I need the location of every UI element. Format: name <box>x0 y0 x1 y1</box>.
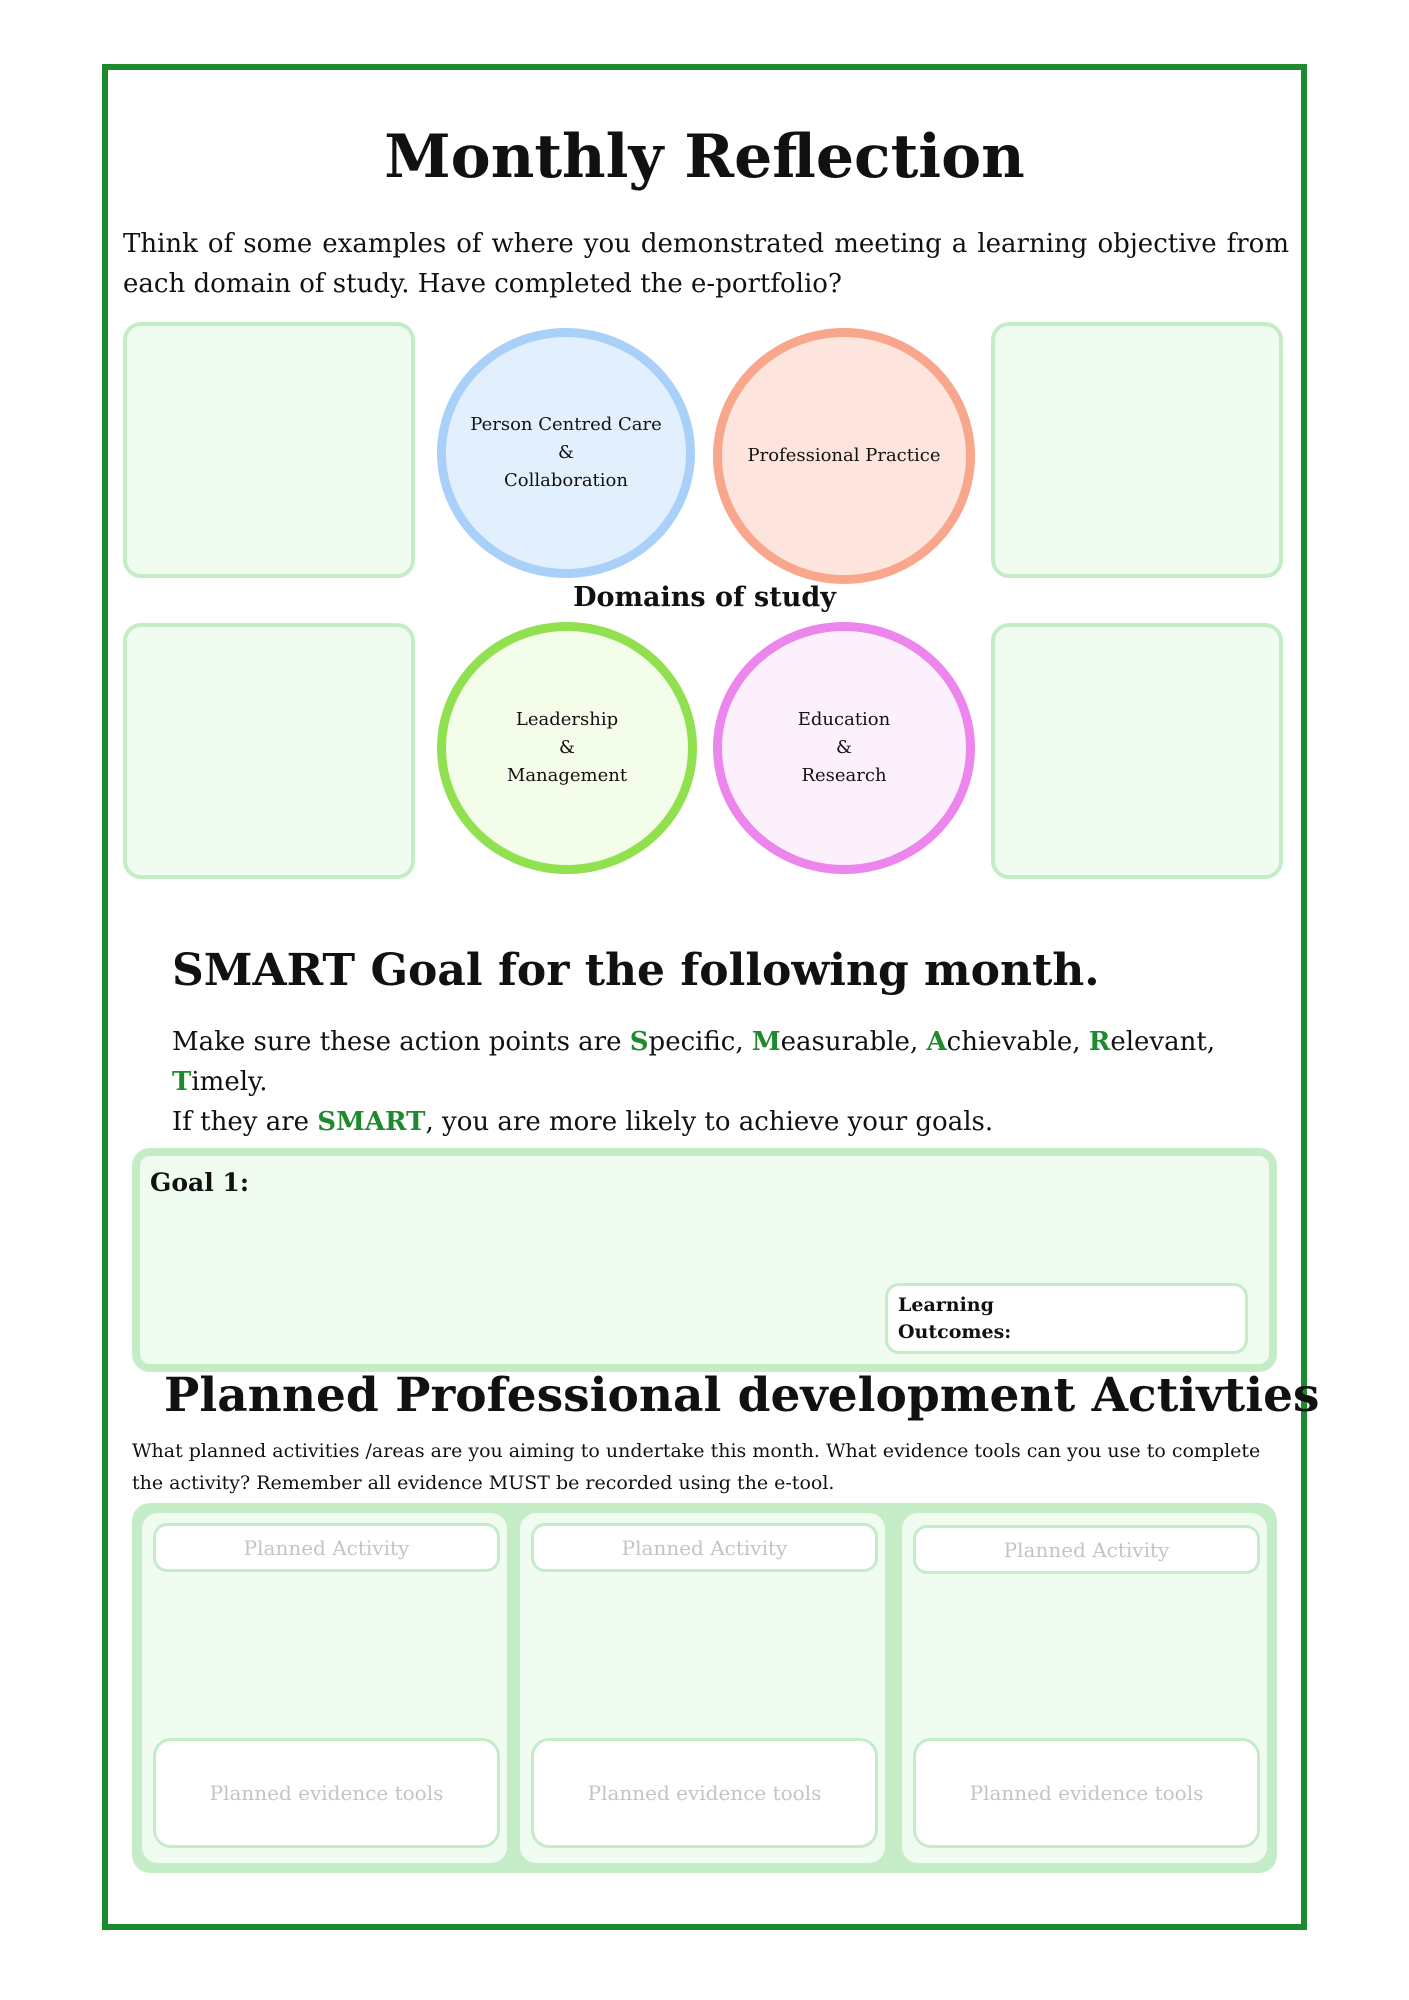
note-box-top-right[interactable] <box>991 322 1283 578</box>
learning-outcomes-label: Outcomes: <box>898 1321 1012 1343</box>
smart-word: easurable <box>780 1027 910 1057</box>
note-box-bottom-left[interactable] <box>123 623 415 879</box>
domain-label: Person Centred Care <box>470 414 662 435</box>
domain-label: & <box>558 737 576 758</box>
note-box-top-left[interactable] <box>123 322 415 578</box>
smart-sep: . <box>259 1067 268 1097</box>
learning-outcomes-box[interactable] <box>885 1283 1248 1354</box>
smart-letter: T <box>172 1067 192 1097</box>
domain-label: Research <box>801 765 887 786</box>
smart-line-1 <box>172 1022 1282 1102</box>
smart-sep: , <box>735 1027 752 1057</box>
smart-line-2 <box>172 1102 1282 1142</box>
domain-label: Leadership <box>515 709 619 730</box>
domain-label: Education <box>797 709 891 730</box>
planned-activity-column <box>902 1513 1267 1863</box>
smart-letter: R <box>1088 1027 1111 1057</box>
domain-leadership-management <box>437 622 697 874</box>
smart-word: elevant <box>1110 1027 1207 1057</box>
domain-label: Collaboration <box>504 470 628 491</box>
domain-label: & <box>835 737 853 758</box>
smart-highlight: SMART <box>317 1107 426 1137</box>
smart-letter: M <box>751 1027 781 1057</box>
note-box-bottom-right[interactable] <box>991 623 1283 879</box>
smart-text: , you are more likely to achieve your goals. <box>425 1107 994 1137</box>
smart-prefix: Make sure these action points are <box>172 1027 630 1057</box>
ppd-description: What planned activities /areas are you aiming to undertake this month. What evidence tools can you use to complete the activity? Remember all evidence MUST be recorded using the e-tool. <box>132 1440 1261 1494</box>
domain-label: Professional Practice <box>747 445 941 466</box>
smart-word: imely <box>191 1067 260 1097</box>
planned-activity-field[interactable]: Planned Activity <box>153 1523 500 1572</box>
smart-word: chievable <box>946 1027 1073 1057</box>
smart-description <box>172 1022 1282 1142</box>
smart-sep: , <box>909 1027 927 1057</box>
smart-text: If they are <box>172 1107 318 1137</box>
intro-text: Think of some examples of where you demonstrated meeting a learning objective from each domain of study. Have completed the e-portfolio? <box>123 229 1289 299</box>
domain-professional-practice <box>713 328 975 584</box>
domain-label: Management <box>506 765 628 786</box>
planned-activity-field[interactable]: Planned Activity <box>913 1525 1260 1574</box>
planned-evidence-tools-field[interactable]: Planned evidence tools <box>531 1738 878 1848</box>
page-title: Monthly Reflection <box>384 122 1025 192</box>
planned-activity-field[interactable]: Planned Activity <box>531 1523 878 1572</box>
planned-activities-panel <box>132 1503 1277 1873</box>
planned-activity-column <box>142 1513 507 1863</box>
planned-activity-column <box>520 1513 885 1863</box>
domain-person-centred-care <box>437 328 695 578</box>
smart-letter: A <box>926 1027 947 1057</box>
domain-education-research <box>713 622 975 874</box>
planned-evidence-tools-field[interactable]: Planned evidence tools <box>913 1738 1260 1848</box>
learning-outcomes-label: Learning <box>898 1294 994 1316</box>
smart-sep: , <box>1206 1027 1216 1057</box>
goal-1-box[interactable] <box>132 1148 1277 1372</box>
smart-heading: SMART Goal for the following month. <box>172 945 1100 996</box>
smart-sep: , <box>1072 1027 1089 1057</box>
ppd-heading: Planned Professional development Activties <box>164 1368 1320 1423</box>
smart-word: pecific <box>648 1027 736 1057</box>
domains-heading: Domains of study <box>573 582 836 613</box>
domain-label: & <box>557 442 575 463</box>
goal-1-label: Goal 1: <box>150 1168 250 1197</box>
smart-letter: S <box>629 1027 649 1057</box>
planned-evidence-tools-field[interactable]: Planned evidence tools <box>153 1738 500 1848</box>
